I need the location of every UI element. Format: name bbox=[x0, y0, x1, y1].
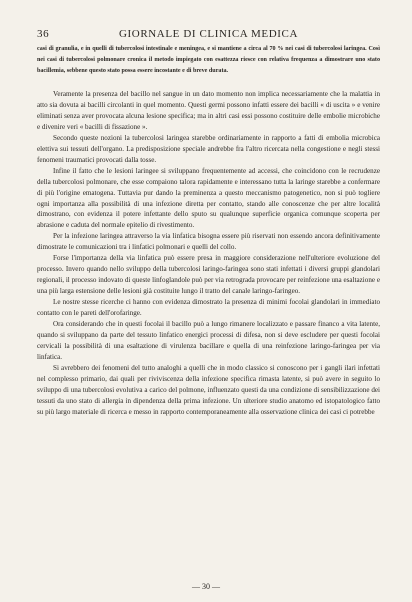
note-paragraph: casi di granulia, e in quelli di tubercolosi intestinale e meningea, e si mantiene a circa al 70 % nei casi di tubercolosi laringea. Così nei casi di tubercolosi polmonare cronica il metodo impiegato con esattezza riesce con relativa frequenza a dimostrare uno stato bacillemia, sebbene questo stato possa essere incostante e di breve durata. bbox=[37, 46, 380, 74]
journal-title: GIORNALE DI CLINICA MEDICA bbox=[118, 28, 299, 40]
page-footer: — 30 — bbox=[192, 582, 220, 591]
body-paragraph: Si avrebbero dei fenomeni del tutto analoghi a quelli che in modo classico si conoscono per i gangli ilari infettati nel complesso primario, dai quali per riviviscenza della infezione specifica rimasta latente, si può avere in seguito lo sviluppo di una tubercolosi evolutiva a carico del polmone, influenzato questi da una condizione di sensibilizzazione dei tessuti da uno stato di allergia in dipendenza della prima infezione. Un ulteriore studio anatomo ed istopatologico fatto su più largo materiale di ricerca e messo in rapporto contemporaneamente alla osservazione clinica dei casi ci potrebbe bbox=[37, 363, 380, 416]
page-number: 36 bbox=[37, 28, 50, 40]
body-paragraph: Per la infezione laringea attraverso la via linfatica bisogna essere più riservati non essendo ancora definitivamente dimostrate le comunicazioni tra i linfatici polmonari e quelli del collo. bbox=[37, 232, 380, 252]
body-paragraph: Le nostre stesse ricerche ci hanno con evidenza dimostrato la presenza di minimi focolai glandolari in immediato contatto con le pareti dell'orofaringe. bbox=[37, 298, 380, 318]
continued-note bbox=[37, 44, 380, 76]
body-paragraph: Ora considerando che in questi focolai il bacillo può a lungo rimanere localizzato e passare financo a vita latente, quando si sviluppano da parte del tessuto linfatico energici processi di difesa, non si deve escludere per questi focolai cervicali la possibilità di una esaltazione di virulenza bacillare e quella di una reinfezione laringo-faringea per via linfatica. bbox=[37, 320, 380, 361]
body-text bbox=[37, 89, 380, 418]
body-paragraph: Forse l'importanza della via linfatica può essere presa in maggiore considerazione nell'ulteriore evoluzione del processo. Invero quando nello sviluppo della tubercolosi laringo-faringea sono stati infettati i diversi gruppi glandolari regionali, il processo indovato di queste linfoglandole può per via retrograda provocare per reinfezione una esaltazione e una più larga estensione delle lesioni già costituite lungo il tratto del canale laringo-faringeo. bbox=[37, 254, 380, 296]
body-paragraph: Secondo queste nozioni la tubercolosi laringea starebbe ordinariamente in rapporto a fatti di embolia microbica elettiva sui tessuti dell'organo. La predisposizione speciale andrebbe fra l'altro ricercata nella congestione e negli stessi fenomeni traumatici provocati dalla tosse. bbox=[37, 133, 380, 164]
running-header bbox=[37, 28, 380, 42]
body-paragraph: Veramente la presenza del bacillo nel sangue in un dato momento non implica necessariamente che la malattia in atto sia dovuta ai bacilli circolanti in quel momento. Questi germi possono infatti essere dei bacilli « di uscita » e venire eliminati senza aver provocata alcuna lesione specifica; ma in altri casi essi possono costituire delle embolie microbiche e divenire veri « bacilli di fissazione ». bbox=[37, 90, 380, 131]
body-paragraph: Infine il fatto che le lesioni laringee si sviluppano frequentemente ad accessi, che coincidono con le recrudenze della tubercolosi polmonare, che esse compaiono talora rapidamente e interessano tutta la laringe starebbe a confermare di più l'origine ematogena. Tuttavia pur dando la preminenza a questo meccanismo patogenetico, non si può togliere ogni importanza alla possibilità di una infezione diretta per contatto, stando alle conoscenze che per altre località dimostrano, con evidenza il potere infettante dello sputo su qualunque superficie organica comunque scoperta per abrasione e caduta del normale epitelio di rivestimento. bbox=[37, 166, 380, 230]
